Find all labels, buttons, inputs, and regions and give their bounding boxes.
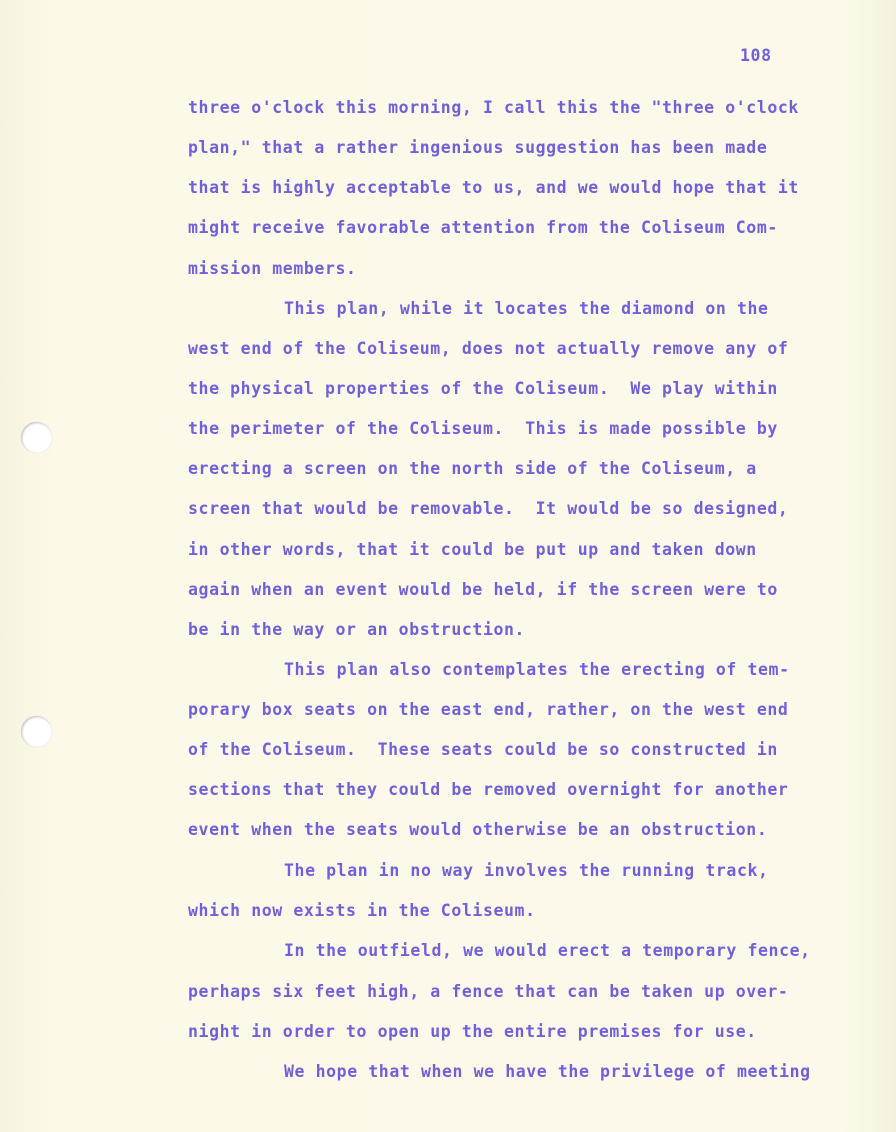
text-line: might receive favorable attention from the Coliseum Com- (188, 218, 778, 237)
text-line: night in order to open up the entire premises for use. (188, 1022, 757, 1041)
text-line: perhaps six feet high, a fence that can be taken up over- (188, 982, 789, 1001)
text-line: west end of the Coliseum, does not actually remove any of (188, 339, 789, 358)
text-line: the perimeter of the Coliseum. This is made possible by (188, 419, 778, 438)
text-line: plan," that a rather ingenious suggestion has been made (188, 138, 768, 157)
paragraph-start-line: In the outfield, we would erect a temporary fence, (284, 941, 811, 960)
punch-hole (21, 716, 52, 747)
text-line: that is highly acceptable to us, and we would hope that it (188, 178, 799, 197)
text-line: which now exists in the Coliseum. (188, 901, 536, 920)
punch-hole (21, 422, 52, 453)
text-line: be in the way or an obstruction. (188, 620, 526, 639)
text-line: in other words, that it could be put up and taken down (188, 540, 757, 559)
paragraph-start-line: The plan in no way involves the running track, (284, 861, 769, 880)
text-line: erecting a screen on the north side of the Coliseum, a (188, 459, 757, 478)
page-number: 108 (740, 46, 772, 65)
paragraph-start-line: This plan, while it locates the diamond on the (284, 299, 769, 318)
text-line: of the Coliseum. These seats could be so constructed in (188, 740, 778, 759)
text-line: screen that would be removable. It would be so designed, (188, 499, 789, 518)
text-line: the physical properties of the Coliseum. We play within (188, 379, 778, 398)
text-line: again when an event would be held, if the screen were to (188, 580, 778, 599)
text-line: three o'clock this morning, I call this the "three o'clock (188, 98, 799, 117)
paragraph-start-line: This plan also contemplates the erecting of tem- (284, 660, 790, 679)
paragraph-start-line: We hope that when we have the privilege of meeting (284, 1062, 811, 1081)
text-line: porary box seats on the east end, rather, on the west end (188, 700, 789, 719)
text-line: sections that they could be removed overnight for another (188, 780, 789, 799)
text-line: mission members. (188, 259, 357, 278)
text-line: event when the seats would otherwise be an obstruction. (188, 820, 768, 839)
